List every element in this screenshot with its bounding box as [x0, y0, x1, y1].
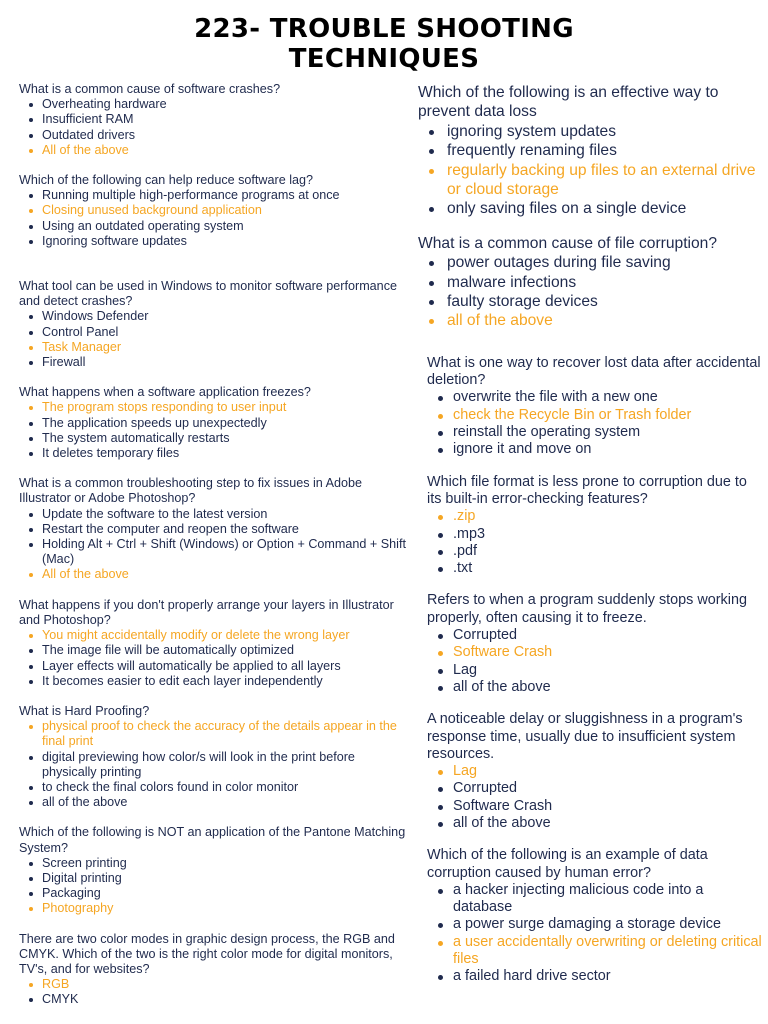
question-text: Which of the following is an example of data corruption caused by human error? [427, 847, 708, 881]
question-text: What happens when a software application freezes? [19, 385, 311, 400]
answer-item: Control Panel [19, 325, 411, 340]
page-title-line-2: TECHNIQUES [288, 44, 480, 74]
answer-item: Insufficient RAM [19, 112, 411, 127]
answer-item: digital previewing how color/s will look in the print before physically printing [19, 750, 411, 780]
answer-item: malware infections [418, 273, 763, 292]
answer-list [19, 309, 411, 370]
answer-item: all of the above [19, 795, 411, 810]
correct-answer-item: Photography [19, 901, 411, 916]
right-question-column [418, 83, 763, 986]
answer-item: Layer effects will automatically be applied to all layers [19, 659, 411, 674]
question-block [19, 932, 411, 1008]
answer-list [19, 97, 411, 158]
correct-answer-item: RGB [19, 977, 411, 992]
question-block [418, 847, 763, 985]
correct-answer-item: Closing unused background application [19, 203, 411, 218]
question-text: Which of the following is an effective way to prevent data loss [418, 84, 719, 121]
answer-list [427, 627, 763, 696]
question-text: What is a common cause of file corruption? [418, 234, 718, 252]
answer-list [19, 400, 411, 461]
answer-item: to check the final colors found in color monitor [19, 780, 411, 795]
question-text: What is one way to recover lost data after accidental deletion? [427, 354, 761, 389]
answer-item: a power surge damaging a storage device [427, 916, 763, 933]
answer-item: Update the software to the latest version [19, 507, 411, 522]
answer-list [19, 628, 411, 689]
answer-item: Corrupted [427, 627, 763, 644]
answer-list [418, 122, 763, 219]
answer-item: overwrite the file with a new one [427, 389, 763, 406]
correct-answer-item: .zip [427, 508, 763, 525]
answer-item: Screen printing [19, 856, 411, 871]
question-block [418, 83, 763, 219]
question-block [19, 704, 411, 810]
correct-answer-item: all of the above [418, 311, 763, 330]
answer-list [19, 507, 411, 583]
answer-item: Corrupted [427, 780, 763, 797]
question-text: There are two color modes in graphic design process, the RGB and CMYK. Which of the two is the right color mode for digital monitors, TV's, and for websites? [19, 931, 395, 976]
correct-answer-item: Task Manager [19, 340, 411, 355]
correct-answer-item: regularly backing up files to an external drive or cloud storage [418, 161, 763, 200]
question-text: Which of the following is NOT an application of the Pantone Matching System? [19, 825, 406, 855]
answer-list [427, 389, 763, 458]
answer-item: faulty storage devices [418, 292, 763, 311]
question-text: What is a common troubleshooting step to fix issues in Adobe Illustrator or Adobe Photoshop? [19, 476, 363, 506]
correct-answer-item: a user accidentally overwriting or deleting critical files [427, 934, 763, 969]
correct-answer-item: You might accidentally modify or delete the wrong layer [19, 628, 411, 643]
answer-list [19, 977, 411, 1007]
answer-item: Restart the computer and reopen the software [19, 522, 411, 537]
answer-item: The application speeds up unexpectedly [19, 416, 411, 431]
answer-item: Lag [427, 662, 763, 679]
answer-list [19, 188, 411, 249]
question-text: Which file format is less prone to corruption due to its built-in error-checking features? [427, 473, 747, 507]
question-text: A noticeable delay or sluggishness in a program's response time, usually due to insufficient system resources. [427, 711, 743, 762]
answer-item: CMYK [19, 992, 411, 1007]
answer-item: Overheating hardware [19, 97, 411, 112]
question-text: What is Hard Proofing? [19, 703, 150, 718]
answer-item: Packaging [19, 886, 411, 901]
question-text: Which of the following can help reduce software lag? [19, 173, 314, 188]
answer-item: .txt [427, 560, 763, 577]
answer-list [427, 508, 763, 577]
question-block [19, 476, 411, 582]
answer-item: Firewall [19, 355, 411, 370]
answer-list [418, 253, 763, 331]
question-block [19, 825, 411, 916]
answer-item: Digital printing [19, 871, 411, 886]
question-block [19, 385, 411, 461]
answer-item: ignore it and move on [427, 441, 763, 458]
question-block [418, 474, 763, 578]
question-text: What tool can be used in Windows to monitor software performance and detect crashes? [19, 279, 397, 309]
answer-item: only saving files on a single device [418, 199, 763, 218]
page-title [0, 14, 768, 74]
question-block [19, 279, 411, 370]
question-block [418, 355, 763, 459]
answer-item: reinstall the operating system [427, 424, 763, 441]
answer-item: Software Crash [427, 798, 763, 815]
question-text: Refers to when a program suddenly stops working properly, often causing it to freeze. [427, 592, 747, 626]
answer-item: .mp3 [427, 526, 763, 543]
question-block [19, 173, 411, 249]
answer-item: all of the above [427, 815, 763, 832]
question-block [418, 592, 763, 696]
question-block [418, 234, 763, 331]
answer-item: .pdf [427, 543, 763, 560]
answer-item: a failed hard drive sector [427, 968, 763, 985]
correct-answer-item: Software Crash [427, 644, 763, 661]
answer-item: power outages during file saving [418, 253, 763, 272]
correct-answer-item: check the Recycle Bin or Trash folder [427, 407, 763, 424]
answer-item: frequently renaming files [418, 141, 763, 160]
answer-item: The system automatically restarts [19, 431, 411, 446]
answer-item: Ignoring software updates [19, 234, 411, 249]
answer-item: Using an outdated operating system [19, 219, 411, 234]
question-block [418, 711, 763, 832]
answer-item: ignoring system updates [418, 122, 763, 141]
answer-item: It becomes easier to edit each layer independently [19, 674, 411, 689]
answer-item: The image file will be automatically optimized [19, 643, 411, 658]
question-text: What happens if you don't properly arrange your layers in Illustrator and Photoshop? [19, 597, 394, 627]
question-block [19, 598, 411, 689]
answer-list [427, 882, 763, 986]
correct-answer-item: Lag [427, 763, 763, 780]
answer-item: a hacker injecting malicious code into a database [427, 882, 763, 917]
answer-item: all of the above [427, 679, 763, 696]
page-title-line-1: 223- TROUBLE SHOOTING [194, 14, 574, 44]
answer-item: Running multiple high-performance programs at once [19, 188, 411, 203]
left-question-column [19, 82, 411, 1008]
correct-answer-item: All of the above [19, 567, 411, 582]
answer-item: Outdated drivers [19, 128, 411, 143]
answer-list [19, 856, 411, 917]
correct-answer-item: All of the above [19, 143, 411, 158]
answer-list [427, 763, 763, 832]
answer-list [19, 719, 411, 810]
correct-answer-item: The program stops responding to user input [19, 400, 411, 415]
question-block [19, 82, 411, 158]
question-text: What is a common cause of software crashes? [19, 82, 281, 96]
answer-item: Windows Defender [19, 309, 411, 324]
answer-item: Holding Alt + Ctrl + Shift (Windows) or Option + Command + Shift (Mac) [19, 537, 411, 567]
answer-item: It deletes temporary files [19, 446, 411, 461]
correct-answer-item: physical proof to check the accuracy of the details appear in the final print [19, 719, 411, 749]
